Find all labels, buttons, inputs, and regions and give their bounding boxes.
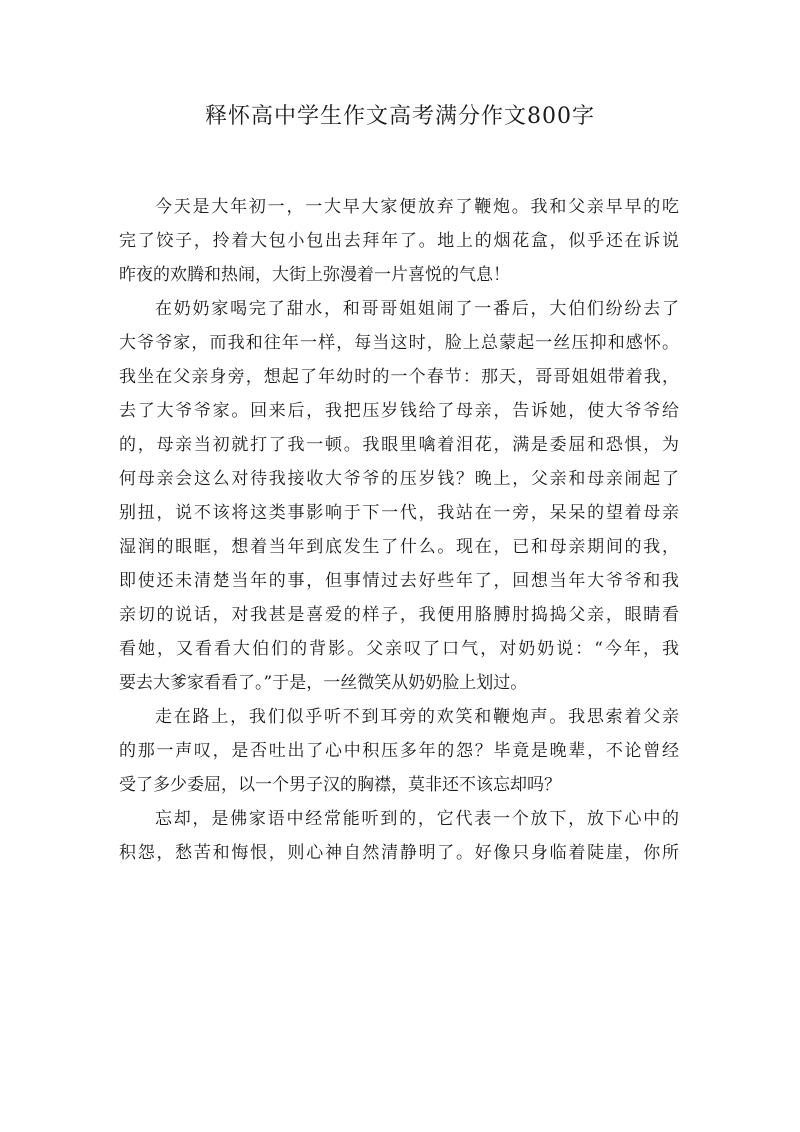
paragraph-line: 亲切的说话，对我甚是喜爱的样子，我便用胳膊肘捣捣父亲，眼睛看 [119, 605, 679, 625]
paragraph-4 [119, 802, 679, 870]
paragraph-line: 昨夜的欢腾和热闹，大街上弥漫着一片喜悦的气息！ [119, 265, 510, 285]
paragraph-line: 忘却，是佛家语中经常能听到的，它代表一个放下，放下心中的 [155, 809, 679, 829]
paragraph-line: 去了大爷爷家。回来后，我把压岁钱给了母亲，告诉她，使大爷爷给 [119, 401, 679, 421]
paragraph-line: 完了饺子，拎着大包小包出去拜年了。地上的烟花盒，似乎还在诉说 [119, 231, 679, 251]
paragraph-line: 的，母亲当初就打了我一顿。我眼里噙着泪花，满是委屈和恐惧，为 [119, 435, 679, 455]
paragraph-3 [119, 700, 679, 802]
paragraph-line: 湿润的眼眶，想着当年到底发生了什么。现在，已和母亲期间的我， [119, 537, 679, 557]
paragraph-line: 受了多少委屈，以一个男子汉的胸襟，莫非还不该忘却吗？ [119, 775, 561, 795]
paragraph-1 [119, 190, 679, 292]
paragraph-line: 别扭，说不该将这类事影响于下一代，我站在一旁，呆呆的望着母亲 [119, 503, 679, 523]
paragraph-line: 大爷爷家，而我和往年一样，每当这时，脸上总蒙起一丝压抑和感怀。 [119, 333, 679, 353]
document-body [119, 190, 679, 870]
paragraph-line: 今天是大年初一，一大早大家便放弃了鞭炮。我和父亲早早的吃 [155, 197, 679, 217]
paragraph-line: 要去大爹家看看了。”于是，一丝微笑从奶奶脸上划过。 [119, 673, 528, 693]
paragraph-line: 何母亲会这么对待我接收大爷爷的压岁钱？晚上，父亲和母亲闹起了 [119, 469, 679, 489]
paragraph-line: 在奶奶家喝完了甜水，和哥哥姐姐闹了一番后，大伯们纷纷去了 [155, 299, 679, 319]
paragraph-line: 积怨，愁苦和悔恨，则心神自然清静明了。好像只身临着陡崖，你所 [119, 843, 679, 863]
paragraph-line: 即使还未清楚当年的事，但事情过去好些年了，回想当年大爷爷和我 [119, 571, 679, 591]
paragraph-line: 看她，又看看大伯们的背影。父亲叹了口气，对奶奶说：“今年，我 [119, 639, 679, 659]
paragraph-2 [119, 292, 679, 700]
paragraph-line: 走在路上，我们似乎听不到耳旁的欢笑和鞭炮声。我思索着父亲 [155, 707, 679, 727]
paragraph-line: 的那一声叹，是否吐出了心中积压多年的怨？毕竟是晚辈，不论曾经 [119, 741, 679, 761]
document-title: 释怀高中学生作文高考满分作文800字 [205, 104, 595, 129]
paragraph-line: 我坐在父亲身旁，想起了年幼时的一个春节：那天，哥哥姐姐带着我， [119, 367, 679, 387]
